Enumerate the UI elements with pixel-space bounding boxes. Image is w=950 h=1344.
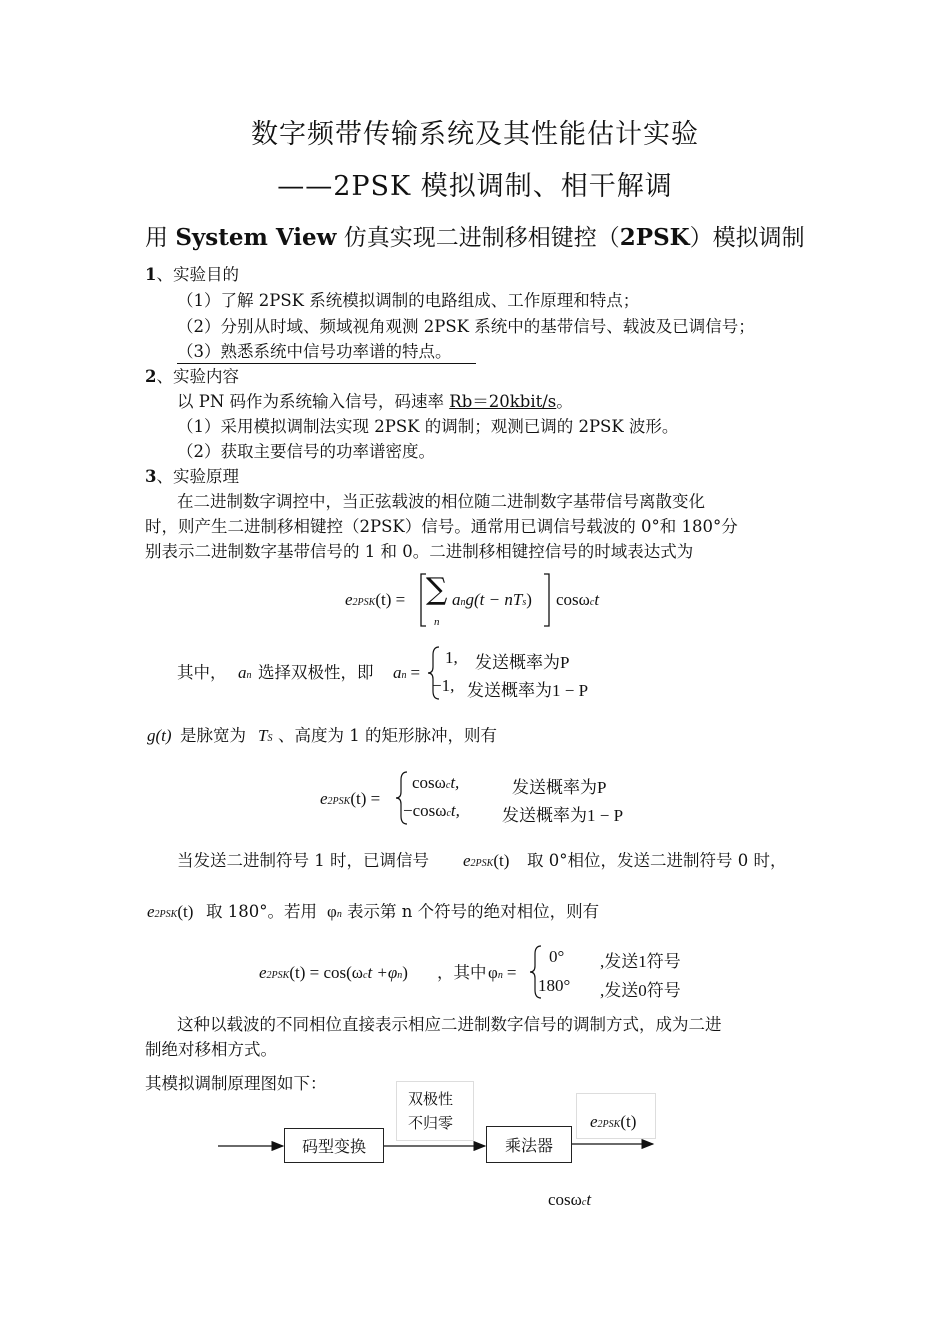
out-sub: 2PSK bbox=[597, 1119, 621, 1130]
formula3-phi bbox=[488, 963, 516, 983]
a-symbol: a bbox=[452, 590, 461, 609]
sec1-item-1: （1）了解 2PSK 系统模拟调制的电路组成、工作原理和特点； bbox=[177, 291, 640, 310]
send1-e bbox=[463, 851, 509, 871]
T-symbol: T bbox=[258, 726, 268, 745]
f3-close: ) bbox=[402, 963, 408, 982]
out-t: (t) bbox=[620, 1112, 637, 1131]
send-0-symbol: ,发送0符号 bbox=[600, 981, 681, 1000]
an2-n: n bbox=[401, 670, 407, 681]
f2-c1: c bbox=[445, 780, 451, 791]
send-1-symbol: ,发送1符号 bbox=[600, 952, 681, 971]
an-symbol bbox=[238, 663, 252, 683]
f2-case-1 bbox=[412, 773, 459, 793]
t-var: t bbox=[594, 590, 600, 609]
formula-e2psk-e bbox=[345, 590, 405, 610]
case-1: 1, bbox=[445, 648, 458, 667]
code-rate: Rb＝20kbit/s bbox=[449, 392, 557, 411]
f2-t2: t, bbox=[450, 801, 460, 820]
bipolar-label-1: 双极性 bbox=[408, 1090, 454, 1108]
f3-phi: φ bbox=[488, 963, 498, 982]
heading-pre: 用 bbox=[145, 225, 176, 251]
f3-eq: = bbox=[506, 963, 517, 982]
sum-symbol: ∑ bbox=[426, 572, 448, 607]
carrier-cos: cosω bbox=[548, 1190, 582, 1209]
heading-2psk: 2PSK bbox=[619, 224, 690, 251]
g-close: ) bbox=[526, 590, 532, 609]
an-eq: = bbox=[410, 663, 421, 682]
sum-index: n bbox=[434, 616, 440, 628]
sec2-label: 、实验内容 bbox=[156, 367, 239, 386]
page-title: 数字频带传输系统及其性能估计实验 bbox=[251, 119, 699, 150]
t-arg: (t) = bbox=[375, 590, 406, 609]
an-a: a bbox=[238, 663, 247, 682]
line-code-box: 码型变换 bbox=[284, 1128, 384, 1163]
an-text-2: 选择双极性，即 bbox=[258, 663, 374, 682]
cos-omega: cosω bbox=[556, 590, 590, 609]
s0-phi: φ bbox=[327, 902, 337, 921]
formula-sum-term bbox=[452, 590, 532, 610]
sec3-label: 、实验原理 bbox=[156, 467, 239, 486]
carrier-label bbox=[548, 1190, 591, 1210]
bipolar-label-2: 不归零 bbox=[408, 1114, 454, 1132]
f2-case-1-prob: 发送概率为P bbox=[512, 778, 607, 797]
sec1-item-2: （2）分别从时域、频域视角观测 2PSK 系统中的基带信号、载波及已调信号； bbox=[177, 317, 755, 336]
s0-t: (t) bbox=[177, 902, 194, 921]
e-symbol: e bbox=[345, 590, 353, 609]
omega-sub: c bbox=[589, 597, 595, 608]
f2-case-2 bbox=[403, 801, 460, 821]
multiplier-box: 乘法器 bbox=[486, 1126, 572, 1163]
sec3-para1-line3: 别表示二进制数字基带信号的 1 和 0。二进制移相键控信号的时域表达式为 bbox=[145, 542, 694, 561]
f2-t1: t, bbox=[450, 773, 460, 792]
ts-symbol bbox=[258, 726, 272, 746]
sec2-intro bbox=[177, 391, 573, 413]
e2-t: (t) = bbox=[350, 789, 381, 808]
deg-180: 180° bbox=[538, 976, 571, 995]
an-symbol-2 bbox=[393, 663, 420, 683]
heading-systemview: System View bbox=[175, 224, 337, 251]
out-e: e bbox=[590, 1112, 598, 1131]
send1-text-1: 当发送二进制符号 1 时，已调信号 bbox=[177, 851, 429, 870]
f3-sub: 2PSK bbox=[266, 970, 290, 981]
f3-tphi: t +φ bbox=[367, 963, 398, 982]
heading-post: ）模拟调制 bbox=[689, 225, 805, 251]
g-t: g(t) bbox=[147, 726, 172, 745]
sec3-num: 3 bbox=[145, 467, 157, 486]
f2-c2: c bbox=[446, 808, 451, 819]
section-heading bbox=[145, 219, 805, 252]
f2-cos1: cosω bbox=[412, 773, 446, 792]
send1-text-2: 取 0°相位，发送二进制符号 0 时， bbox=[527, 851, 787, 870]
s1-t: (t) bbox=[493, 851, 510, 870]
sec3-para2-line1: 这种以载波的不同相位直接表示相应二进制数字信号的调制方式，成为二进 bbox=[177, 1015, 722, 1034]
an-n: n bbox=[246, 670, 252, 681]
f2-case-2-prob: 发送概率为1 − P bbox=[502, 806, 624, 825]
case-1-prob: 发送概率为P bbox=[475, 653, 570, 672]
sec3-para1-line1: 在二进制数字调控中，当正弦载波的相位随二进制数字基带信号离散变化 bbox=[177, 492, 705, 511]
sec3-para1-line2: 时，则产生二进制移相键控（2PSK）信号。通常用已调信号载波的 0°和 180°分 bbox=[145, 517, 738, 536]
g-term: g(t − nT bbox=[465, 590, 523, 609]
formula-cos bbox=[556, 590, 599, 610]
sec2-intro-post: 。 bbox=[556, 392, 573, 411]
case-2-prob: 发送概率为1 − P bbox=[467, 681, 589, 700]
sec1-title bbox=[145, 264, 239, 286]
sec1-label: 、实验目的 bbox=[156, 265, 239, 284]
s0-phi-sub: n bbox=[336, 909, 342, 920]
sec1-item-3: （3）熟悉系统中信号功率谱的特点。 bbox=[177, 341, 476, 364]
sec3-title bbox=[145, 466, 239, 488]
gt-text: 是脉宽为 bbox=[180, 726, 246, 745]
carrier-c: c bbox=[581, 1197, 587, 1208]
sec2-item-1: （1）采用模拟调制法实现 2PSK 的调制；观测已调的 2PSK 波形。 bbox=[177, 417, 679, 436]
s0-e: e bbox=[147, 902, 155, 921]
f3-cos: (t) = cos(ω bbox=[289, 963, 363, 982]
diagram-arrows bbox=[210, 1120, 660, 1190]
phi-mid-text: ，其中 bbox=[437, 963, 487, 982]
a-sub: n bbox=[460, 597, 466, 608]
formula3-lhs bbox=[259, 963, 408, 983]
s0-sub: 2PSK bbox=[154, 909, 178, 920]
sec2-intro-pre: 以 PN 码作为系统输入信号，码速率 bbox=[177, 392, 450, 411]
e-sub: 2PSK bbox=[352, 597, 376, 608]
f3-c: c bbox=[362, 970, 368, 981]
sec2-item-2: （2）获取主要信号的功率谱密度。 bbox=[177, 442, 435, 461]
sec1-num: 1 bbox=[145, 265, 157, 284]
e2-sub: 2PSK bbox=[327, 796, 351, 807]
send0-phi bbox=[327, 902, 342, 922]
formula2-lhs bbox=[320, 789, 380, 809]
diagram-intro: 其模拟调制原理图如下： bbox=[145, 1074, 327, 1093]
send0-text-2: 表示第 n 个符号的绝对相位，则有 bbox=[347, 902, 600, 921]
carrier-t: t bbox=[586, 1190, 592, 1209]
sec2-num: 2 bbox=[145, 367, 157, 386]
f3-phi-sub: n bbox=[497, 970, 503, 981]
f2-cos2: −cosω bbox=[403, 801, 447, 820]
send0-text-1: 取 180°。若用 bbox=[206, 902, 317, 921]
s1-sub: 2PSK bbox=[470, 858, 494, 869]
ts-sub: s bbox=[522, 597, 527, 608]
T-sub: S bbox=[267, 733, 273, 744]
s1-e: e bbox=[463, 851, 471, 870]
sec2-title bbox=[145, 366, 239, 388]
page-subtitle bbox=[0, 164, 950, 203]
f3-e: e bbox=[259, 963, 267, 982]
an2-a: a bbox=[393, 663, 402, 682]
sec3-para2-line2: 制绝对移相方式。 bbox=[145, 1040, 277, 1059]
case-2: −1, bbox=[432, 676, 455, 695]
an-text-1: 其中， bbox=[177, 663, 227, 682]
f3-n: n bbox=[397, 970, 403, 981]
deg-0: 0° bbox=[549, 947, 565, 966]
gt-text-2: 、高度为 1 的矩形脉冲，则有 bbox=[278, 726, 497, 745]
subtitle-text: ——2PSK 模拟调制、相干解调 bbox=[277, 171, 673, 202]
heading-mid: 仿真实现二进制移相键控（ bbox=[336, 225, 620, 251]
e2-e: e bbox=[320, 789, 328, 808]
send0-e bbox=[147, 902, 193, 922]
